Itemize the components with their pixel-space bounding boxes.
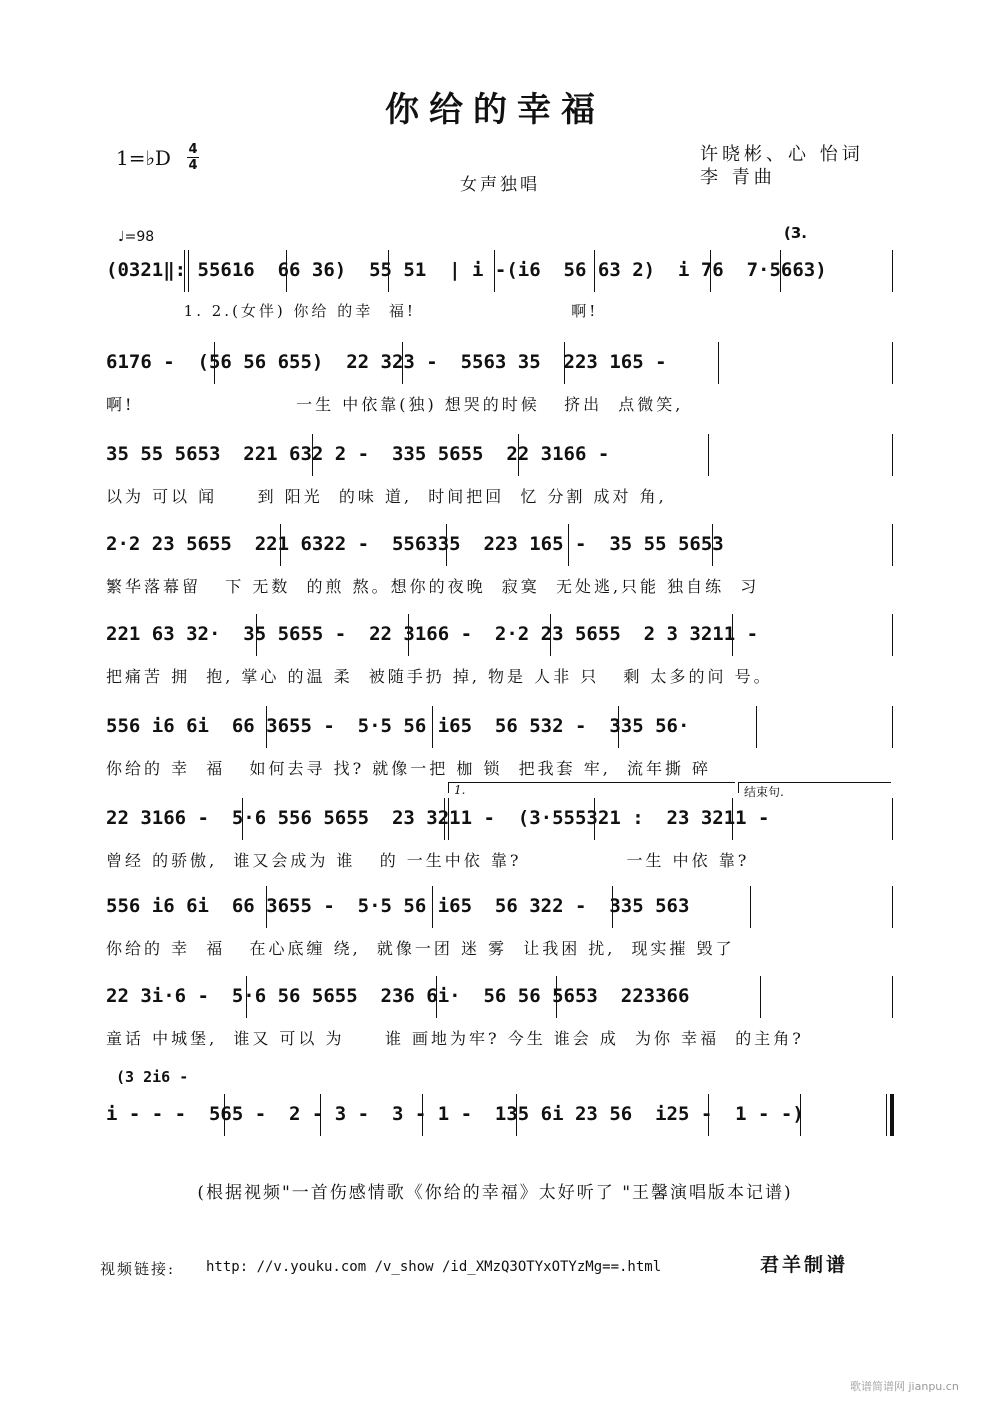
video-link-url: http: //v.youku.com /v_show /id_XMzQ3OTYxOTYzMg==.html (206, 1259, 662, 1275)
notes-line-9: 22 3i·6 - 5·6 56 5655 236 6i· 56 56 5653 223366 (106, 985, 690, 1007)
score-line-8 (106, 884, 896, 970)
barline (184, 250, 185, 292)
score-line-7 (106, 783, 896, 882)
notes-line-5: 221 63 32· 35 5655 - 22 3166 - 2·2 23 5655 2 3 3211 - (106, 623, 759, 645)
barline (618, 706, 619, 748)
barline (892, 706, 893, 748)
final-barline-thin (886, 1094, 887, 1136)
barline (892, 886, 893, 928)
barline (312, 434, 313, 476)
barline (710, 250, 711, 292)
coda-small-notes: (3 2i6 - (116, 1068, 189, 1086)
score-line-2 (106, 340, 896, 426)
barline (494, 250, 495, 292)
barline (892, 976, 893, 1018)
barline (444, 798, 445, 840)
barline (750, 886, 751, 928)
score-line-10 (106, 1092, 896, 1178)
notes-line-10: i - - - 565 - 2 - 3 - 3 - 1 - 135 6i 23 56 i25 - 1 - -) (106, 1103, 804, 1125)
notes-line-6: 556 i6 6i 66 3655 - 5·5 56 i65 56 532 - 335 56· (106, 715, 690, 737)
notes-line-4: 2·2 23 5655 221 6322 - 556335 223 165 - 35 55 5653 (106, 533, 724, 555)
barline (188, 250, 189, 292)
site-watermark: 歌谱简谱网 jianpu.cn (850, 1380, 959, 1393)
barline (612, 886, 613, 928)
barline (892, 250, 893, 292)
lyrics-line-1: 1. 2.(女伴) 你给 的幸 福! 啊! (106, 302, 599, 320)
barline (516, 1094, 517, 1136)
key-signature: 1=♭D (116, 146, 171, 170)
barline (564, 342, 565, 384)
notes-line-8: 556 i6 6i 66 3655 - 5·5 56 i65 56 322 - 335 563 (106, 895, 690, 917)
barline (246, 976, 247, 1018)
barline (436, 976, 437, 1018)
barline (256, 614, 257, 656)
barline (432, 886, 433, 928)
barline (446, 524, 447, 566)
barline (800, 1094, 801, 1136)
time-signature (186, 142, 200, 173)
barline (214, 342, 215, 384)
transcriber-signature: 君羊制谱 (760, 1254, 849, 1276)
lyrics-line-4: 繁华落幕留 下 无数 的煎 熬。想你的夜晚 寂寞 无处逃,只能 独自练 习 (106, 577, 760, 596)
barline (892, 434, 893, 476)
video-link-label: 视频链接: (100, 1260, 176, 1278)
lyrics-line-9: 童话 中城堡, 谁又 可以 为 谁 画地为牢? 今生 谁会 成 为你 幸福 的主角? (106, 1029, 804, 1048)
score-line-9 (106, 974, 896, 1060)
lyrics-line-2: 啊! 一生 中依靠(独) 想哭的时候 挤出 点微笑, (106, 395, 684, 414)
barline (732, 798, 733, 840)
barline (432, 706, 433, 748)
score-line-6 (106, 704, 896, 790)
volta-end-label: 结束句. (744, 785, 784, 799)
barline (892, 798, 893, 840)
lyrics-line-7: 曾经 的骄傲, 谁又会成为 谁 的 一生中依 靠? 一生 中依 靠? (106, 851, 750, 870)
lyrics-line-3: 以为 可以 闻 到 阳光 的味 道, 时间把回 忆 分割 成对 角, (106, 487, 667, 506)
barline (242, 798, 243, 840)
barline (224, 1094, 225, 1136)
volta-1-label: 1. (454, 783, 466, 797)
time-signature-top: 4 (188, 142, 198, 157)
barline (266, 886, 267, 928)
source-note: (根据视频"一首伤感情歌《你给的幸福》太好听了 "王馨演唱版本记谱) (197, 1183, 793, 1203)
barline (286, 250, 287, 292)
barline (594, 250, 595, 292)
barline (550, 614, 551, 656)
barline (518, 434, 519, 476)
barline (556, 976, 557, 1018)
score-line-3 (106, 432, 896, 518)
lyrics-line-6: 你给的 幸 福 如何去寻 找? 就像一把 枷 锁 把我套 牢, 流年撕 碎 (106, 759, 712, 778)
barline (388, 250, 389, 292)
barline (732, 614, 733, 656)
tempo-marking: ♩=98 (118, 229, 155, 245)
composer-credit: 李 青曲 (700, 167, 776, 188)
barline (712, 524, 713, 566)
time-signature-bottom: 4 (188, 158, 198, 173)
barline (756, 706, 757, 748)
barline (892, 614, 893, 656)
barline (320, 1094, 321, 1136)
barline (448, 798, 449, 840)
lyrics-line-5: 把痛苦 拥 抱, 掌心 的温 柔 被随手扔 掉, 物是 人非 只 剩 太多的问 号。 (106, 667, 773, 686)
performance-type: 女声独唱 (460, 175, 540, 195)
barline (708, 434, 709, 476)
notes-line-3: 35 55 5653 221 632 2 - 335 5655 22 3166 - (106, 443, 610, 465)
barline (408, 614, 409, 656)
lyricist-credit: 许晓彬、心 怡词 (700, 144, 864, 165)
score-line-5 (106, 612, 896, 698)
barline (780, 250, 781, 292)
notes-line-7: 22 3166 - 5·6 556 5655 23 3211 - (3·555321 : 23 3211 - (106, 807, 770, 829)
lyrics-line-8: 你给的 幸 福 在心底缠 绕, 就像一团 迷 雾 让我困 扰, 现实摧 毁了 (106, 939, 735, 958)
barline (760, 976, 761, 1018)
barline (718, 342, 719, 384)
repeat-mark: (3. (784, 224, 807, 242)
barline (280, 524, 281, 566)
barline (892, 342, 893, 384)
barline (594, 798, 595, 840)
barline (266, 706, 267, 748)
barline (708, 1094, 709, 1136)
barline (402, 342, 403, 384)
score-line-1 (106, 248, 896, 334)
notes-line-1: (0321‖: 55616 66 36) 55 51 | i -(i6 56 63 2) i 76 7·5663) (106, 259, 827, 281)
final-barline-thick (890, 1094, 894, 1136)
volta-1-bracket (448, 782, 735, 793)
barline (422, 1094, 423, 1136)
notes-line-2: 6176 - (56 56 655) 22 323 - 5563 35 223 165 - (106, 351, 667, 373)
barline (568, 524, 569, 566)
barline (892, 524, 893, 566)
page-title: 你给的幸福 (385, 90, 605, 130)
score-line-4 (106, 522, 896, 608)
